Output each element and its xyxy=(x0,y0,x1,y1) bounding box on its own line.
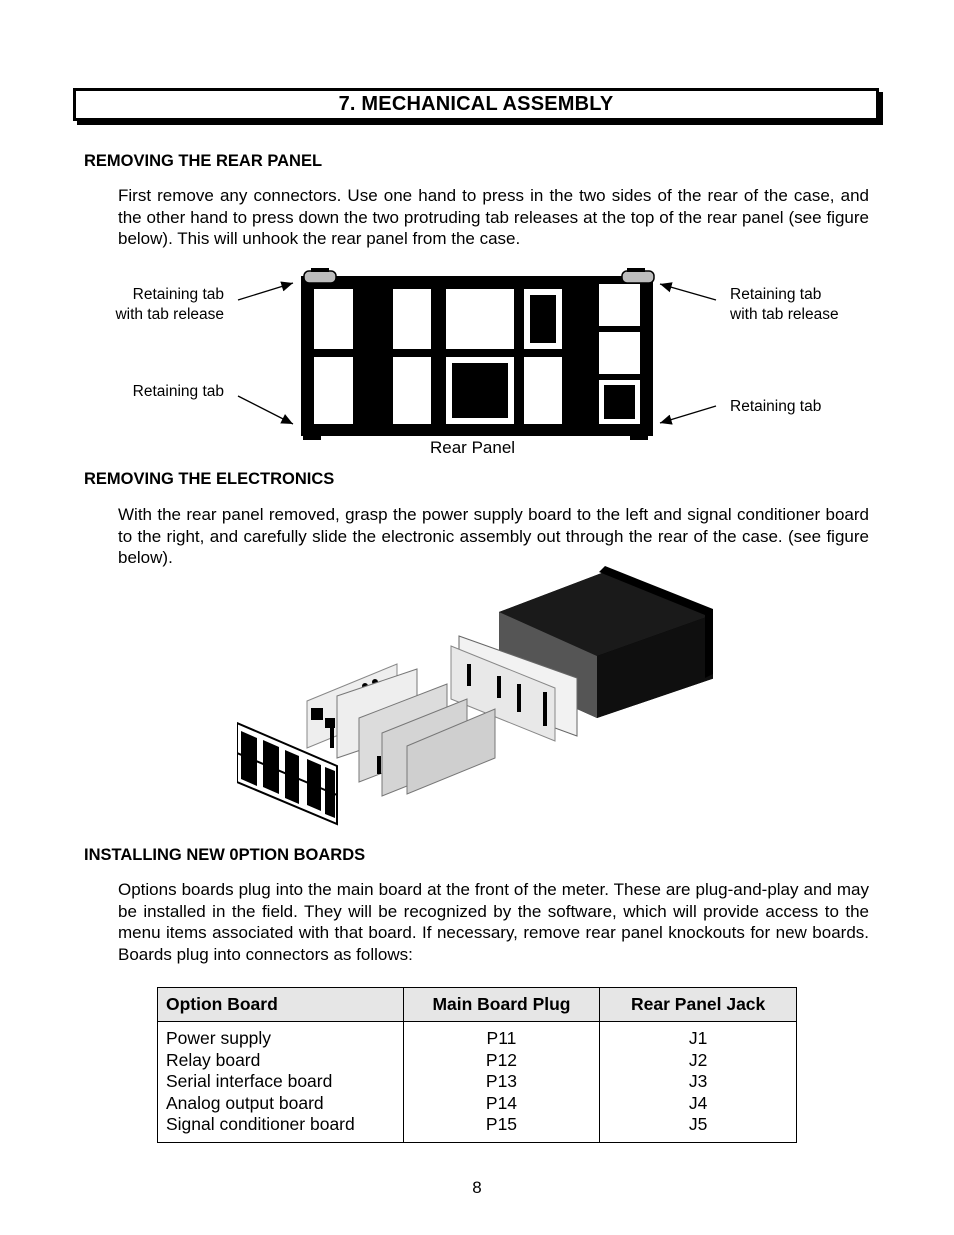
label-top-right-line1: Retaining tab xyxy=(730,286,822,303)
option-board-cell: Power supply xyxy=(166,1028,272,1048)
heading-installing-option-boards: INSTALLING NEW 0PTION BOARDS xyxy=(84,846,366,864)
jack-cell: J2 xyxy=(688,1049,708,1070)
section-title: 7. MECHANICAL ASSEMBLY xyxy=(73,88,879,121)
exploded-assembly-figure xyxy=(237,566,713,826)
paragraph-installing-option-boards: Options boards plug into the main board at the front of the meter. These are plug-and-play and may be installed in the field. They will be recognized by the software, which will provide access to the menu items associated with that board. If necessary, remove rear panel knockouts for new boards. Boards plug into connectors as follows: xyxy=(118,880,869,964)
label-bottom-left: Retaining tab xyxy=(132,383,224,400)
plug-cell: P15 xyxy=(485,1114,518,1134)
table-row xyxy=(158,1022,797,1143)
heading-removing-rear-panel: REMOVING THE REAR PANEL xyxy=(84,152,323,170)
header-rear-panel-jack: Rear Panel Jack xyxy=(600,988,797,1022)
heading-removing-electronics: REMOVING THE ELECTRONICS xyxy=(84,470,335,488)
main-board-plug-column xyxy=(403,1022,600,1143)
header-option-board: Option Board xyxy=(158,988,404,1022)
arrow-bottom-left xyxy=(238,396,293,424)
plug-cell: P11 xyxy=(486,1028,517,1048)
arrow-top-right xyxy=(660,284,716,300)
page-number: 8 xyxy=(472,1178,482,1197)
option-board-table xyxy=(157,987,797,1143)
jack-cell: J1 xyxy=(688,1028,708,1048)
jack-cell: J4 xyxy=(688,1092,708,1113)
option-board-column xyxy=(158,1022,404,1143)
rear-panel-jack-column xyxy=(600,1022,797,1143)
plug-cell: P14 xyxy=(485,1092,518,1113)
option-board-cell: Relay board xyxy=(166,1049,261,1070)
option-board-cell: Signal conditioner board xyxy=(166,1114,355,1134)
arrow-bottom-right xyxy=(660,406,716,423)
jack-cell: J3 xyxy=(688,1071,708,1091)
rear-panel-drawing xyxy=(301,268,654,440)
rear-panel-caption: Rear Panel xyxy=(430,438,516,457)
paragraph-removing-rear-panel: First remove any connectors. Use one hand to press in the two sides of the rear of the case, and the other hand to press down the two protruding tab releases at the top of the rear panel (see figure below). This will unhook the rear panel from the case. xyxy=(118,186,869,248)
label-top-left-line1: Retaining tab xyxy=(132,286,224,303)
table-header-row xyxy=(158,988,797,1022)
arrow-top-left xyxy=(238,283,293,300)
option-board-cell: Analog output board xyxy=(166,1092,324,1113)
plug-cell: P12 xyxy=(485,1049,518,1070)
label-top-right-line2: with tab release xyxy=(730,306,839,323)
header-main-board-plug: Main Board Plug xyxy=(403,988,600,1022)
jack-cell: J5 xyxy=(688,1114,708,1134)
exploded-assembly-drawing xyxy=(237,566,713,824)
paragraph-removing-electronics: With the rear panel removed, grasp the power supply board to the left and signal conditioner board to the right, and carefully slide the electronic assembly out through the rear of the case. (see figure below). xyxy=(118,505,869,567)
plug-cell: P13 xyxy=(485,1071,518,1091)
option-board-cell: Serial interface board xyxy=(166,1071,333,1091)
rear-panel-figure xyxy=(0,0,954,460)
label-top-left-line2: with tab release xyxy=(115,306,224,323)
label-bottom-right: Retaining tab xyxy=(730,398,822,415)
